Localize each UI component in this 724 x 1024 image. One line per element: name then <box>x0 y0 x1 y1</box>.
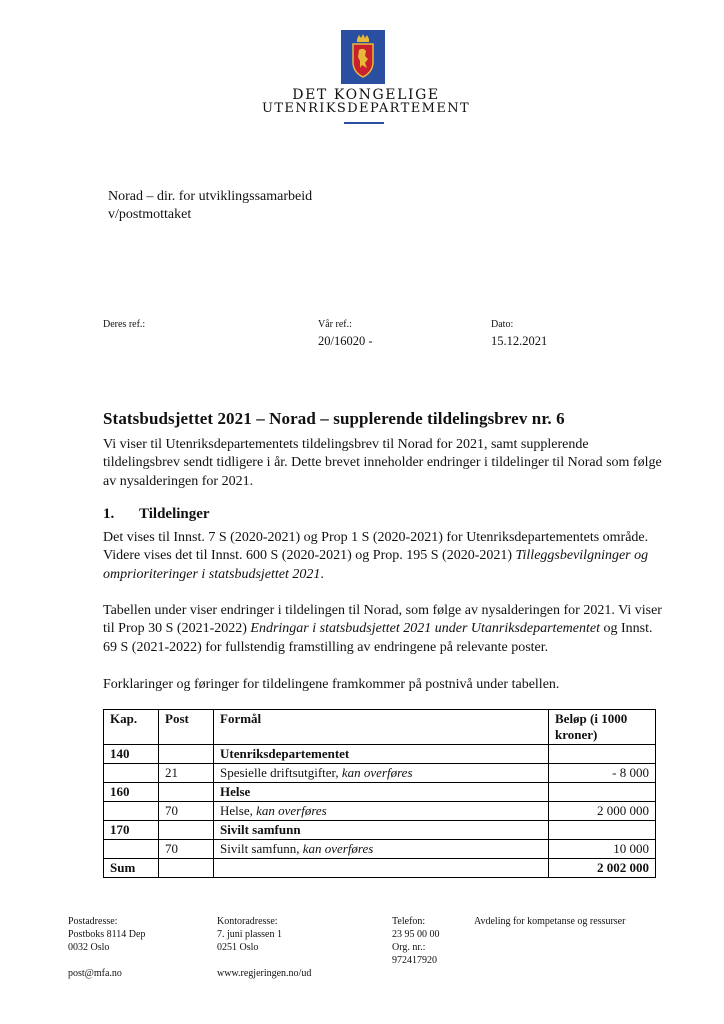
section-heading <box>103 506 210 523</box>
table-row <box>104 745 656 764</box>
cell-kap: 160 <box>104 783 159 802</box>
header-formal: Formål <box>214 710 549 745</box>
office-line1: 7. juni plassen 1 <box>217 929 282 940</box>
coat-of-arms-icon <box>341 30 385 84</box>
cell-belop <box>549 821 656 840</box>
cell-kap <box>104 840 159 859</box>
table-row <box>104 783 656 802</box>
cell-formal <box>214 859 549 878</box>
cell-formal <box>214 802 549 821</box>
cell-belop: - 8 000 <box>549 764 656 783</box>
office-label: Kontoradresse: <box>217 916 278 927</box>
section-paragraph-1 <box>103 529 663 584</box>
cell-belop: 10 000 <box>549 840 656 859</box>
phone-label: Telefon: <box>392 916 426 927</box>
postal-line2: 0032 Oslo <box>68 942 110 953</box>
footer-office <box>217 915 311 980</box>
date-value: 15.12.2021 <box>491 334 548 348</box>
section-number: 1. <box>103 506 115 522</box>
sum-value: 2 002 000 <box>549 859 656 878</box>
header-belop: Beløp (i 1000 kroner) <box>549 710 656 745</box>
footer-web: www.regjeringen.no/ud <box>217 968 312 979</box>
postal-label: Postadresse: <box>68 916 118 927</box>
section-title: Tildelinger <box>139 506 210 522</box>
cell-post: 70 <box>159 802 214 821</box>
cell-post: 70 <box>159 840 214 859</box>
table-sum-row <box>104 859 656 878</box>
footer-email: post@mfa.no <box>68 968 122 979</box>
letterhead-line1: DET KONGELIGE <box>292 87 440 103</box>
cell-kap: 170 <box>104 821 159 840</box>
sum-label: Sum <box>104 859 159 878</box>
footer-contact <box>392 915 440 967</box>
cell-formal: Utenriksdepartementet <box>214 745 549 764</box>
org-value: 972417920 <box>392 955 437 966</box>
allocation-table <box>103 709 656 878</box>
table-header-row <box>104 710 656 745</box>
table-row <box>104 764 656 783</box>
formal-text: Helse, <box>220 803 257 818</box>
cell-belop <box>549 745 656 764</box>
header-post: Post <box>159 710 214 745</box>
cell-formal <box>214 840 549 859</box>
section-paragraph-3: Forklaringer og føringer for tildelingene framkommer på postnivå under tabellen. <box>103 677 560 692</box>
formal-italic: kan overføres <box>302 841 374 856</box>
var-ref-label: Vår ref.: <box>318 319 352 330</box>
cell-post <box>159 859 214 878</box>
header-kap: Kap. <box>104 710 159 745</box>
cell-kap <box>104 764 159 783</box>
footer-postal <box>68 915 145 980</box>
cell-formal: Sivilt samfunn <box>214 821 549 840</box>
org-label: Org. nr.: <box>392 942 426 953</box>
formal-italic: kan overføres <box>256 803 327 818</box>
phone-value: 23 95 00 00 <box>392 929 440 940</box>
formal-text: Spesielle driftsutgifter, <box>220 765 342 780</box>
cell-post: 21 <box>159 764 214 783</box>
p1-italic: Tilleggsbevilgninger og omprioriteringer i statsbudsjettet 2021 <box>103 548 649 582</box>
recipient-line1: Norad – dir. for utviklingssamarbeid <box>108 189 313 204</box>
section-paragraph-2 <box>103 602 663 657</box>
var-ref-value: 20/16020 - <box>318 334 373 348</box>
postal-line1: Postboks 8114 Dep <box>68 929 146 940</box>
p1-text: Det vises til Innst. 7 S (2020-2021) og Prop 1 S (2020-2021) for Utenriksdepartementets område. Videre vises det til Innst. 600 S (2020-2021) og Prop. 195 S (2020-2021) <box>103 530 649 564</box>
cell-formal: Helse <box>214 783 549 802</box>
formal-italic: kan overføres <box>341 765 413 780</box>
table-row <box>104 840 656 859</box>
p2-end: og Innst. 69 S (2021-2022) for fullstendig framstilling av endringene på relevante poster. <box>103 621 653 655</box>
p2-italic: Endringar i statsbudsjettet 2021 under Utanriksdepartementet <box>250 621 600 637</box>
recipient-line2: v/postmottaket <box>108 207 192 222</box>
formal-text: Sivilt samfunn, <box>220 841 303 856</box>
p1-end: . <box>320 566 324 582</box>
intro-paragraph: Vi viser til Utenriksdepartementets tildelingsbrev til Norad for 2021, samt supplerende tildelingsbrev sendt tidligere i år. Dette brevet inneholder endringer i tildelinger til Norad som følge av nysalderingen for 2021. <box>103 437 662 489</box>
recipient-address <box>108 188 312 224</box>
p2-text: Tabellen under viser endringer i tildelingen til Norad, som følge av nysalderingen for 2021. Vi viser til Prop 30 S (2021-2022) <box>103 603 662 637</box>
date-label: Dato: <box>491 319 514 330</box>
letter-title: Statsbudsjettet 2021 – Norad – supplerende tildelingsbrev nr. 6 <box>103 409 565 428</box>
cell-kap: 140 <box>104 745 159 764</box>
cell-post <box>159 783 214 802</box>
cell-formal <box>214 764 549 783</box>
office-line2: 0251 Oslo <box>217 942 259 953</box>
footer-department: Avdeling for kompetanse og ressurser <box>474 916 626 927</box>
cell-belop: 2 000 000 <box>549 802 656 821</box>
letterhead-line2: UTENRIKSDEPARTEMENT <box>262 101 471 116</box>
letterhead-divider <box>344 122 384 124</box>
deres-ref-label: Deres ref.: <box>103 319 146 330</box>
cell-kap <box>104 802 159 821</box>
table-row <box>104 821 656 840</box>
cell-belop <box>549 783 656 802</box>
cell-post <box>159 821 214 840</box>
table-row <box>104 802 656 821</box>
cell-post <box>159 745 214 764</box>
